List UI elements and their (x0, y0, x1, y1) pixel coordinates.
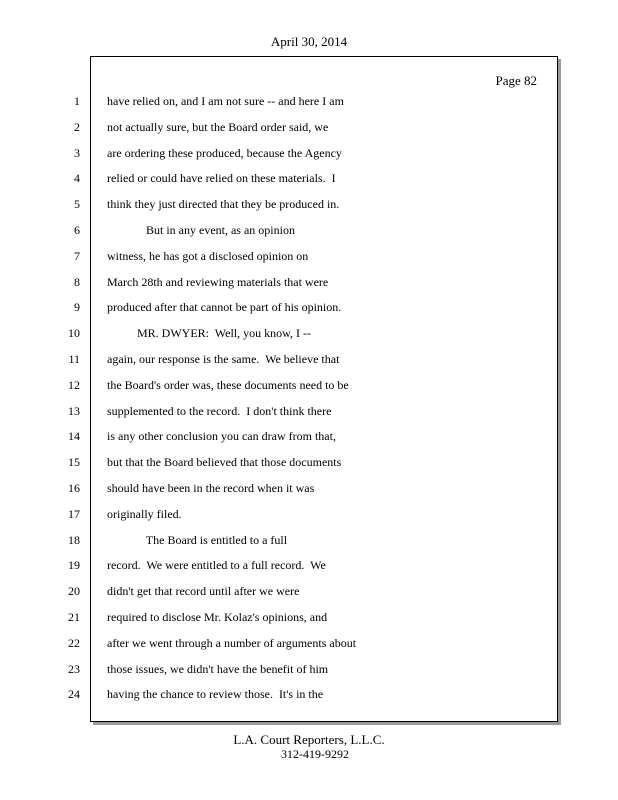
transcript-line: relied or could have relied on these materials. I (107, 171, 336, 186)
line-number: 10 (68, 326, 80, 341)
line-number: 19 (68, 558, 80, 573)
transcript-line: originally filed. (107, 506, 182, 521)
transcript-line: The Board is entitled to a full (107, 532, 288, 547)
transcript-line: But in any event, as an opinion (107, 223, 295, 237)
transcript-line: again, our response is the same. We believe that (107, 352, 340, 366)
transcript-line: didn't get that record until after we were (107, 584, 300, 599)
transcript-line: after we went through a number of arguments about (107, 635, 357, 650)
line-number: 11 (68, 352, 80, 366)
transcript-line: required to disclose Mr. Kolaz's opinions, and (107, 610, 328, 624)
line-number: 1 (74, 94, 80, 108)
line-number: 5 (74, 197, 80, 212)
line-number: 7 (74, 248, 80, 263)
transcript-line: having the chance to review those. It's in the (107, 687, 324, 702)
line-number: 21 (68, 610, 80, 624)
line-number: 8 (74, 274, 80, 289)
transcript-line: witness, he has got a disclosed opinion on (107, 248, 309, 263)
line-number: 16 (68, 481, 80, 495)
transcript-line: not actually sure, but the Board order said, we (107, 119, 329, 134)
transcript-line: record. We were entitled to a full record. We (107, 558, 326, 573)
line-number: 3 (74, 145, 80, 160)
line-number: 18 (68, 532, 80, 547)
line-number: 15 (68, 455, 80, 470)
line-number: 22 (68, 635, 80, 650)
line-number: 6 (74, 223, 80, 237)
transcript-line: those issues, we didn't have the benefit of him (107, 661, 329, 676)
line-number: 17 (68, 506, 80, 521)
transcript-line: produced after that cannot be part of his opinion. (107, 300, 342, 315)
transcript-line: MR. DWYER: Well, you know, I -- (107, 326, 312, 341)
footer-phone: 312-419-9292 (281, 747, 349, 761)
transcript-line: are ordering these produced, because the Agency (107, 145, 342, 160)
line-number: 12 (68, 377, 80, 392)
line-number: 20 (68, 584, 80, 599)
transcript-line: should have been in the record when it was (107, 481, 315, 495)
transcript-line: the Board's order was, these documents need to be (107, 377, 349, 392)
transcript-line: but that the Board believed that those documents (107, 455, 342, 470)
transcript-line: supplemented to the record. I don't think there (107, 403, 332, 418)
line-number: 4 (74, 171, 80, 186)
footer-company: L.A. Court Reporters, L.L.C. (233, 732, 385, 747)
line-number: 9 (74, 300, 80, 315)
transcript-line: March 28th and reviewing materials that were (107, 274, 329, 289)
line-number: 13 (68, 403, 80, 418)
line-number: 24 (68, 687, 80, 702)
line-number: 14 (68, 429, 80, 444)
transcript-line: is any other conclusion you can draw from that, (107, 429, 336, 444)
line-number: 2 (74, 119, 80, 134)
page-number: Page 82 (495, 73, 537, 88)
header-date: April 30, 2014 (270, 34, 348, 49)
transcript-line: have relied on, and I am not sure -- and here I am (107, 94, 344, 108)
transcript-line: think they just directed that they be produced in. (107, 197, 340, 212)
line-number: 23 (68, 661, 80, 676)
